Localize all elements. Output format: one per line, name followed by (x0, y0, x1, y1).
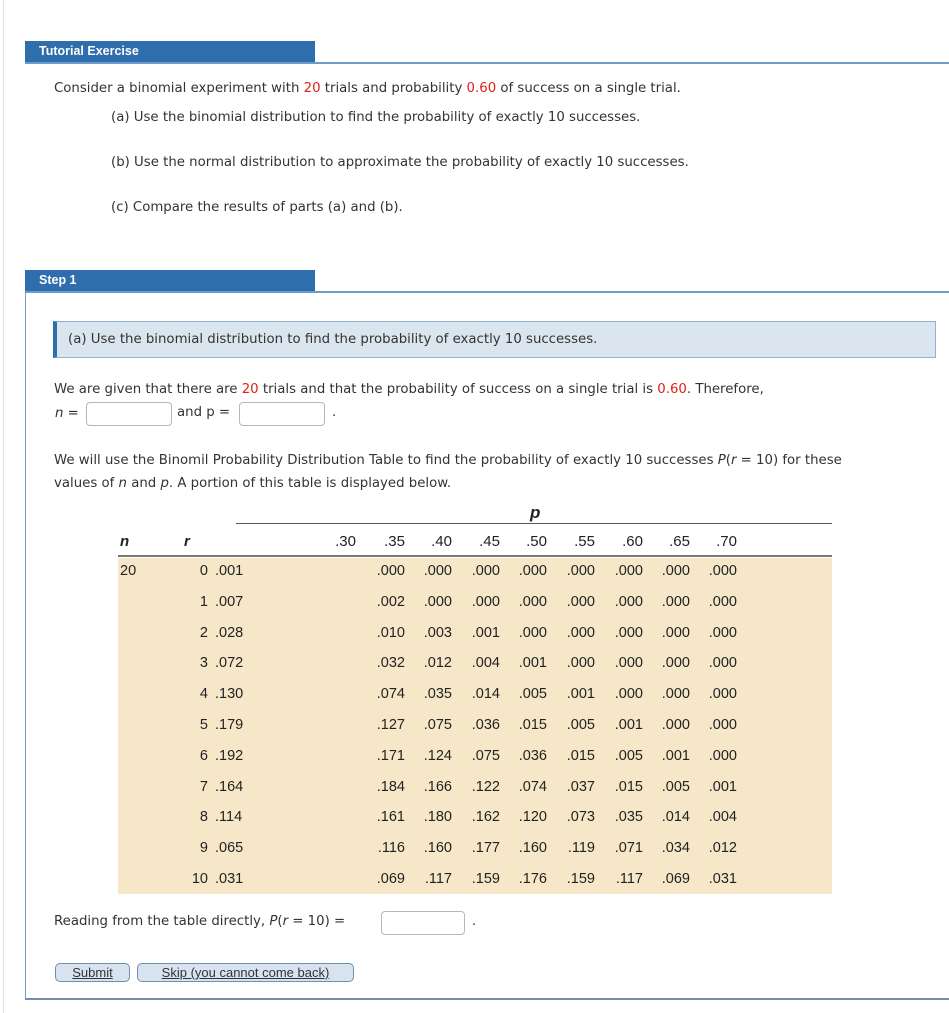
r-value: 7 (199, 778, 208, 795)
var-n: n (118, 476, 127, 491)
p-column-header: .65 (669, 533, 690, 550)
n-column-header: n (120, 533, 130, 550)
table-cell: .177 (471, 840, 500, 857)
table-cell: .072 (215, 655, 244, 672)
r-value: 8 (199, 809, 208, 826)
p-column-header: .35 (384, 533, 405, 550)
r-column-header: r (184, 533, 190, 550)
table-cell: .117 (424, 871, 452, 887)
skip-button[interactable]: Skip (you cannot come back) (137, 963, 354, 982)
table-cell: .001 (471, 624, 500, 641)
table-cell: .160 (518, 840, 547, 857)
header-divider (25, 62, 949, 64)
table-cell: .069 (661, 871, 690, 887)
table-cell: .031 (708, 871, 737, 887)
r-value: 4 (199, 686, 208, 703)
reading-text: = 10) = (288, 914, 346, 929)
table-cell: .000 (661, 717, 690, 733)
table-cell: .037 (566, 778, 595, 795)
table-cell: .015 (566, 747, 595, 764)
table-cell: .034 (661, 840, 690, 857)
r-value: 9 (199, 840, 208, 857)
table-cell: .000 (661, 624, 690, 641)
table-cell: .114 (215, 809, 243, 826)
table-cell: .036 (471, 717, 500, 733)
table-cell: .003 (423, 624, 452, 641)
tutorial-exercise-header (25, 41, 949, 63)
period: . (472, 914, 477, 929)
header-rule (118, 555, 832, 557)
table-cell: .005 (566, 717, 595, 733)
p-column-header: .45 (479, 533, 500, 550)
table-cell: .000 (708, 717, 737, 733)
table-cell: .000 (708, 747, 737, 764)
table-cell: .000 (566, 593, 595, 610)
table-cell: .001 (518, 655, 547, 672)
table-intro-text: ( (725, 453, 731, 468)
p-column-header: .55 (574, 533, 595, 550)
r-value: 3 (199, 655, 208, 672)
table-cell: .000 (708, 624, 737, 641)
r-value: 0 (199, 563, 208, 579)
table-intro-text: We will use the Binomil Probability Distribution Table to find the probability of exactly 10 successes (54, 453, 718, 468)
table-cell: .004 (471, 655, 500, 672)
table-intro-text: and (126, 476, 161, 491)
table-cell: .000 (518, 593, 547, 610)
table-cell: .028 (215, 624, 244, 641)
table-cell: .159 (566, 871, 595, 887)
table-cell: .000 (376, 563, 405, 579)
given-text: We are given that there are (54, 382, 242, 397)
table-cell: .176 (518, 871, 547, 887)
problem-statement (54, 81, 681, 96)
table-cell: .005 (614, 747, 643, 764)
table-cell: .007 (215, 593, 244, 610)
given-probability-value: 0.60 (657, 382, 687, 397)
tutorial-exercise-title: Tutorial Exercise (25, 41, 315, 62)
table-cell: .160 (423, 840, 452, 857)
table-cell: .122 (471, 778, 500, 795)
table-cell: .000 (518, 624, 547, 641)
binomial-probability-table (118, 500, 832, 894)
table-cell: .166 (423, 778, 452, 795)
table-cell: .075 (423, 717, 452, 733)
table-cell: .071 (614, 840, 643, 857)
given-text: . Therefore, (686, 382, 764, 397)
step-1-header (25, 270, 949, 292)
table-cell: .000 (661, 563, 690, 579)
table-cell: .015 (518, 717, 547, 733)
table-cell: .000 (614, 624, 643, 641)
table-cell: .000 (661, 655, 690, 672)
p-column-header: .70 (716, 533, 737, 550)
table-cell: .075 (471, 747, 500, 764)
table-cell: .180 (423, 809, 452, 826)
table-cell: .000 (423, 563, 452, 579)
table-cell: .000 (708, 686, 737, 703)
given-statement (54, 382, 764, 397)
table-cell: .005 (518, 686, 547, 703)
table-cell: .159 (471, 871, 500, 887)
r-value: 10 (191, 871, 208, 887)
table-cell: .000 (471, 593, 500, 610)
table-cell: .000 (471, 563, 500, 579)
var-p: p (160, 476, 169, 491)
p-column-header: .40 (431, 533, 452, 550)
p-column-header: .50 (526, 533, 547, 550)
part-c-text: (c) Compare the results of parts (a) and (b). (111, 200, 403, 215)
table-cell: .004 (708, 809, 737, 826)
table-cell: .014 (471, 686, 500, 703)
table-cell: .074 (376, 686, 405, 703)
table-cell: .001 (661, 747, 690, 764)
submit-button[interactable]: Submit (55, 963, 130, 982)
table-cell: .031 (215, 871, 244, 887)
table-cell: .192 (215, 747, 244, 764)
var-r: r (730, 453, 737, 468)
table-intro-text: values of (54, 476, 119, 491)
table-cell: .001 (566, 686, 595, 703)
given-text: trials and that the probability of success on a single trial is (258, 382, 658, 397)
p-group-rule (236, 523, 832, 524)
period: . (332, 405, 337, 420)
part-a-text: (a) Use the binomial distribution to find the probability of exactly 10 successes. (111, 110, 641, 125)
table-cell: .073 (566, 809, 595, 826)
table-cell: .000 (423, 593, 452, 610)
reading-text: Reading from the table directly, (54, 914, 270, 929)
table-cell: .184 (376, 778, 405, 795)
reading-text: ( (277, 914, 283, 929)
table-cell: .162 (471, 809, 500, 826)
given-trials-value: 20 (241, 382, 259, 397)
n-value: 20 (120, 563, 137, 579)
table-cell: .012 (423, 655, 452, 672)
var-P: P (269, 914, 278, 929)
table-cell: .000 (566, 624, 595, 641)
table-cell: .000 (614, 593, 643, 610)
table-cell: .000 (614, 655, 643, 672)
table-cell: .130 (215, 686, 244, 703)
table-cell: .124 (423, 747, 452, 764)
table-cell: .069 (376, 871, 405, 887)
step-1-title: Step 1 (25, 270, 315, 291)
var-r: r (282, 914, 289, 929)
table-intro-line-2 (54, 476, 451, 491)
p-column-group-label: p (530, 503, 541, 522)
table-intro-line-1 (54, 453, 842, 468)
table-cell: .000 (708, 593, 737, 610)
table-cell: .035 (423, 686, 452, 703)
table-cell: .000 (614, 686, 643, 703)
table-cell: .000 (518, 563, 547, 579)
table-cell: .000 (708, 563, 737, 579)
table-cell: .001 (708, 778, 737, 795)
p-column-header: .30 (335, 533, 356, 550)
table-cell: .179 (215, 717, 244, 733)
table-cell: .000 (708, 655, 737, 672)
reading-statement (54, 914, 345, 929)
probability-value: 0.60 (466, 81, 497, 96)
table-cell: .010 (376, 624, 405, 641)
table-cell: .074 (518, 778, 547, 795)
table-cell: .127 (376, 717, 405, 733)
table-cell: .032 (376, 655, 405, 672)
table-cell: .171 (376, 747, 405, 764)
n-label: n = (55, 406, 79, 421)
table-cell: .001 (614, 717, 643, 733)
and-p-label: and p = (177, 405, 231, 420)
table-cell: .036 (518, 747, 547, 764)
table-cell: .065 (215, 840, 244, 857)
table-cell: .000 (661, 686, 690, 703)
var-P: P (717, 453, 726, 468)
r-value: 2 (199, 624, 208, 641)
table-cell: .120 (518, 809, 547, 826)
table-cell: .014 (661, 809, 690, 826)
page-left-border (3, 0, 4, 1013)
part-b-text: (b) Use the normal distribution to approximate the probability of exactly 10 successes. (111, 155, 689, 170)
table-cell: .000 (566, 655, 595, 672)
table-cell: .116 (377, 840, 405, 857)
table-intro-text: = 10) for these (736, 453, 842, 468)
intro-text: Consider a binomial experiment with (54, 81, 304, 96)
table-cell: .000 (566, 563, 595, 579)
table-intro-text: . A portion of this table is displayed below. (168, 476, 452, 491)
trials-value: 20 (303, 81, 321, 96)
r-value: 5 (199, 717, 208, 733)
table-cell: .035 (614, 809, 643, 826)
table-cell: .002 (376, 593, 405, 610)
p-input[interactable] (239, 402, 325, 426)
table-cell: .005 (661, 778, 690, 795)
intro-text: of success on a single trial. (496, 81, 681, 96)
table-cell: .015 (614, 778, 643, 795)
probability-answer-input[interactable] (381, 911, 465, 935)
n-input[interactable] (86, 402, 172, 426)
table-cell: .000 (614, 563, 643, 579)
intro-text: trials and probability (320, 81, 467, 96)
table-cell: .119 (567, 840, 595, 857)
p-column-header: .60 (622, 533, 643, 550)
table-cell: .000 (661, 593, 690, 610)
table-cell: .164 (215, 778, 244, 795)
table-cell: .001 (215, 563, 244, 579)
table-cell: .161 (376, 809, 405, 826)
r-value: 6 (199, 747, 208, 764)
table-cell: .012 (708, 840, 737, 857)
table-cell: .117 (615, 871, 643, 887)
step-hint-box: (a) Use the binomial distribution to find the probability of exactly 10 successes. (53, 321, 936, 358)
r-value: 1 (199, 593, 208, 610)
